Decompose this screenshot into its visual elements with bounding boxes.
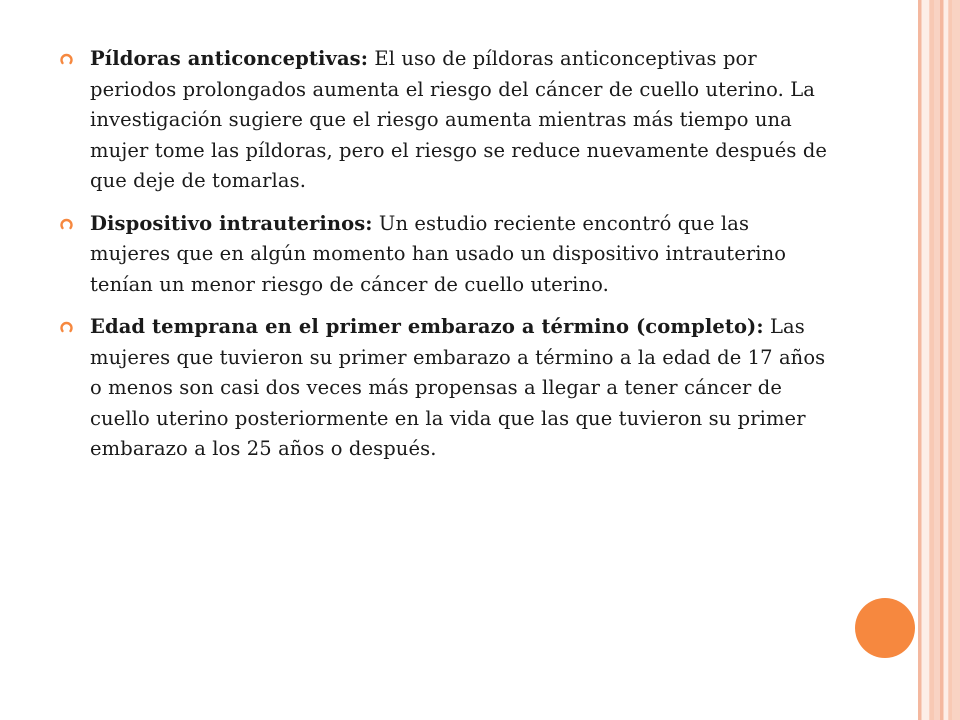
band-stripe xyxy=(949,0,952,720)
decorative-right-band xyxy=(918,0,960,720)
band-stripe xyxy=(930,0,934,720)
bullet-term: Edad temprana en el primer embarazo a término (completo): xyxy=(90,315,764,338)
decorative-orange-circle xyxy=(855,598,915,658)
bullet-ring-icon xyxy=(60,321,73,334)
bullet-item-pildoras xyxy=(60,44,830,197)
band-stripe xyxy=(940,0,943,720)
bullet-text: Un estudio reciente encontró que las mujeres que en algún momento han usado un dispositivo intrauterino tenían un menor riesgo de cáncer de cuello uterino. xyxy=(90,211,787,296)
band-stripe xyxy=(922,0,929,720)
bullet-term: Píldoras anticonceptivas xyxy=(90,47,361,70)
bullet-item-edad-temprana xyxy=(60,312,830,465)
bullet-separator: : xyxy=(360,47,369,70)
bullet-list xyxy=(60,44,830,477)
bullet-item-dispositivo xyxy=(60,209,830,301)
band-stripe xyxy=(944,0,948,720)
bullet-ring-icon xyxy=(60,53,73,66)
bullet-term: Dispositivo intrauterinos: xyxy=(90,211,373,235)
bullet-ring-icon xyxy=(60,218,73,231)
bullet-text: El uso de píldoras anticonceptivas por periodos prolongados aumenta el riesgo del cáncer de cuello uterino. La investigación sugiere que el riesgo aumenta mientras más tiempo una mujer tome las píldoras, pero el riesgo se reduce nuevamente después de que deje de tomarlas. xyxy=(90,47,828,192)
band-stripe xyxy=(918,0,921,720)
bullet-text: Las mujeres que tuvieron su primer embarazo a término a la edad de 17 años o menos son casi dos veces más propensas a llegar a tener cáncer de cuello uterino posteriormente en la vida que las que tuvieron su primer embarazo a los 25 años o después. xyxy=(90,315,826,460)
